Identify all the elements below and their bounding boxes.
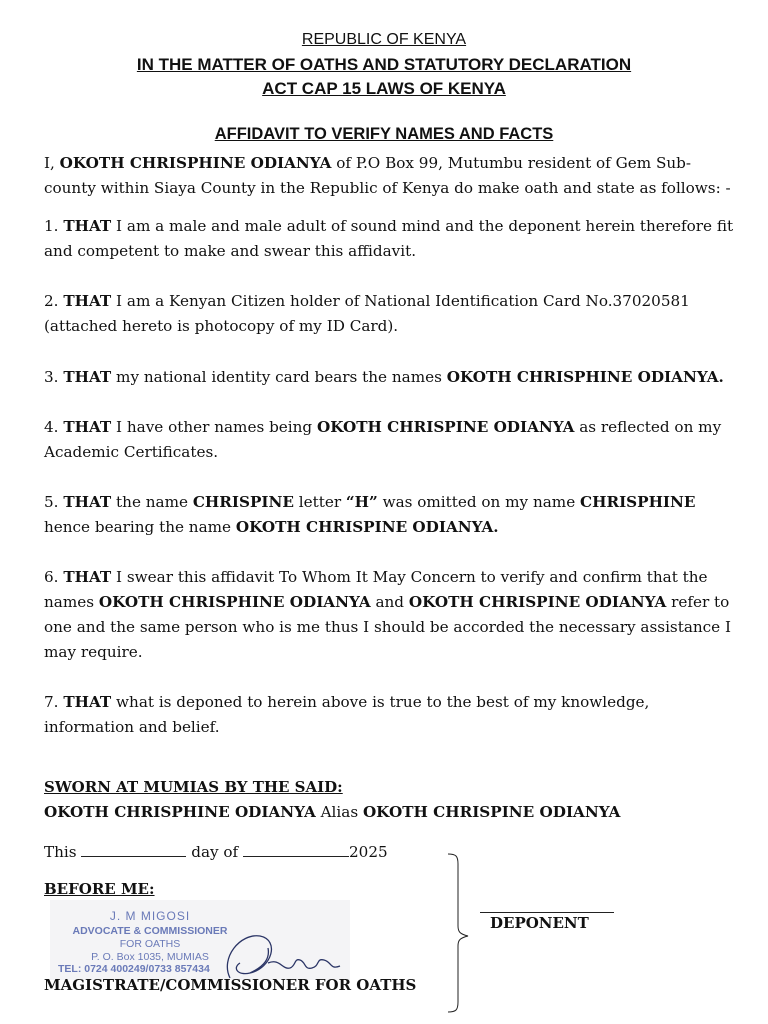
paragraph-5: 5. THAT the name CHRISPINE letter “H” was omitted on my name CHRISPHINE hence bearing the name OKOTH CHRISPINE ODIANYA. bbox=[44, 493, 696, 536]
month-blank bbox=[243, 842, 349, 857]
paragraph-4: 4. THAT I have other names being OKOTH CHRISPINE ODIANYA as reflected on my Academic Certificates. bbox=[44, 418, 722, 461]
deponent-bracket bbox=[448, 852, 470, 1014]
date-line: This day of 2025 bbox=[44, 843, 388, 861]
sworn-names: OKOTH CHRISPHINE ODIANYA Alias OKOTH CHRISPINE ODIANYA bbox=[44, 803, 621, 821]
day-blank bbox=[81, 842, 186, 857]
sworn-heading: SWORN AT MUMIAS BY THE SAID: bbox=[44, 778, 343, 796]
header-matter: IN THE MATTER OF OATHS AND STATUTORY DECLARATION bbox=[136, 55, 632, 74]
affidavit-title: AFFIDAVIT TO VERIFY NAMES AND FACTS bbox=[214, 125, 554, 143]
paragraph-7: 7. THAT what is deponed to herein above is true to the best of my knowledge, information and belief. bbox=[44, 693, 650, 736]
header-act: ACT CAP 15 LAWS OF KENYA bbox=[262, 79, 506, 98]
paragraph-3: 3. THAT my national identity card bears the names OKOTH CHRISPHINE ODIANYA. bbox=[44, 368, 724, 386]
intro-paragraph: I, OKOTH CHRISPHINE ODIANYA of P.O Box 99, Mutumbu resident of Gem Sub-county within Siaya County in the Republic of Kenya do make oath and state as follows: - bbox=[44, 154, 731, 197]
deponent-label: DEPONENT bbox=[490, 914, 589, 932]
deponent-signature-line bbox=[480, 912, 614, 913]
commissioner-stamp: J. M MIGOSI ADVOCATE & COMMISSIONER FOR OATHS P. O. Box 1035, MUMIAS TEL: 0724 400249/0733 857434 bbox=[50, 900, 350, 980]
magistrate-label: MAGISTRATE/COMMISSIONER FOR OATHS bbox=[44, 976, 417, 994]
paragraph-1: 1. THAT I am a male and male adult of sound mind and the deponent herein therefore fit and competent to make and swear this affidavit. bbox=[44, 217, 734, 260]
before-me-label: BEFORE ME: bbox=[44, 880, 155, 898]
header-republic: REPUBLIC OF KENYA bbox=[301, 31, 467, 48]
paragraph-6: 6. THAT I swear this affidavit To Whom It May Concern to verify and confirm that the names OKOTH CHRISPHINE ODIANYA and OKOTH CHRISPINE ODIANYA refer to one and the same person who is me thus I should be accorded the necessary assistance I may require. bbox=[44, 568, 731, 661]
paragraph-2: 2. THAT I am a Kenyan Citizen holder of National Identification Card No.37020581 (attached hereto is photocopy of my ID Card). bbox=[44, 292, 690, 335]
